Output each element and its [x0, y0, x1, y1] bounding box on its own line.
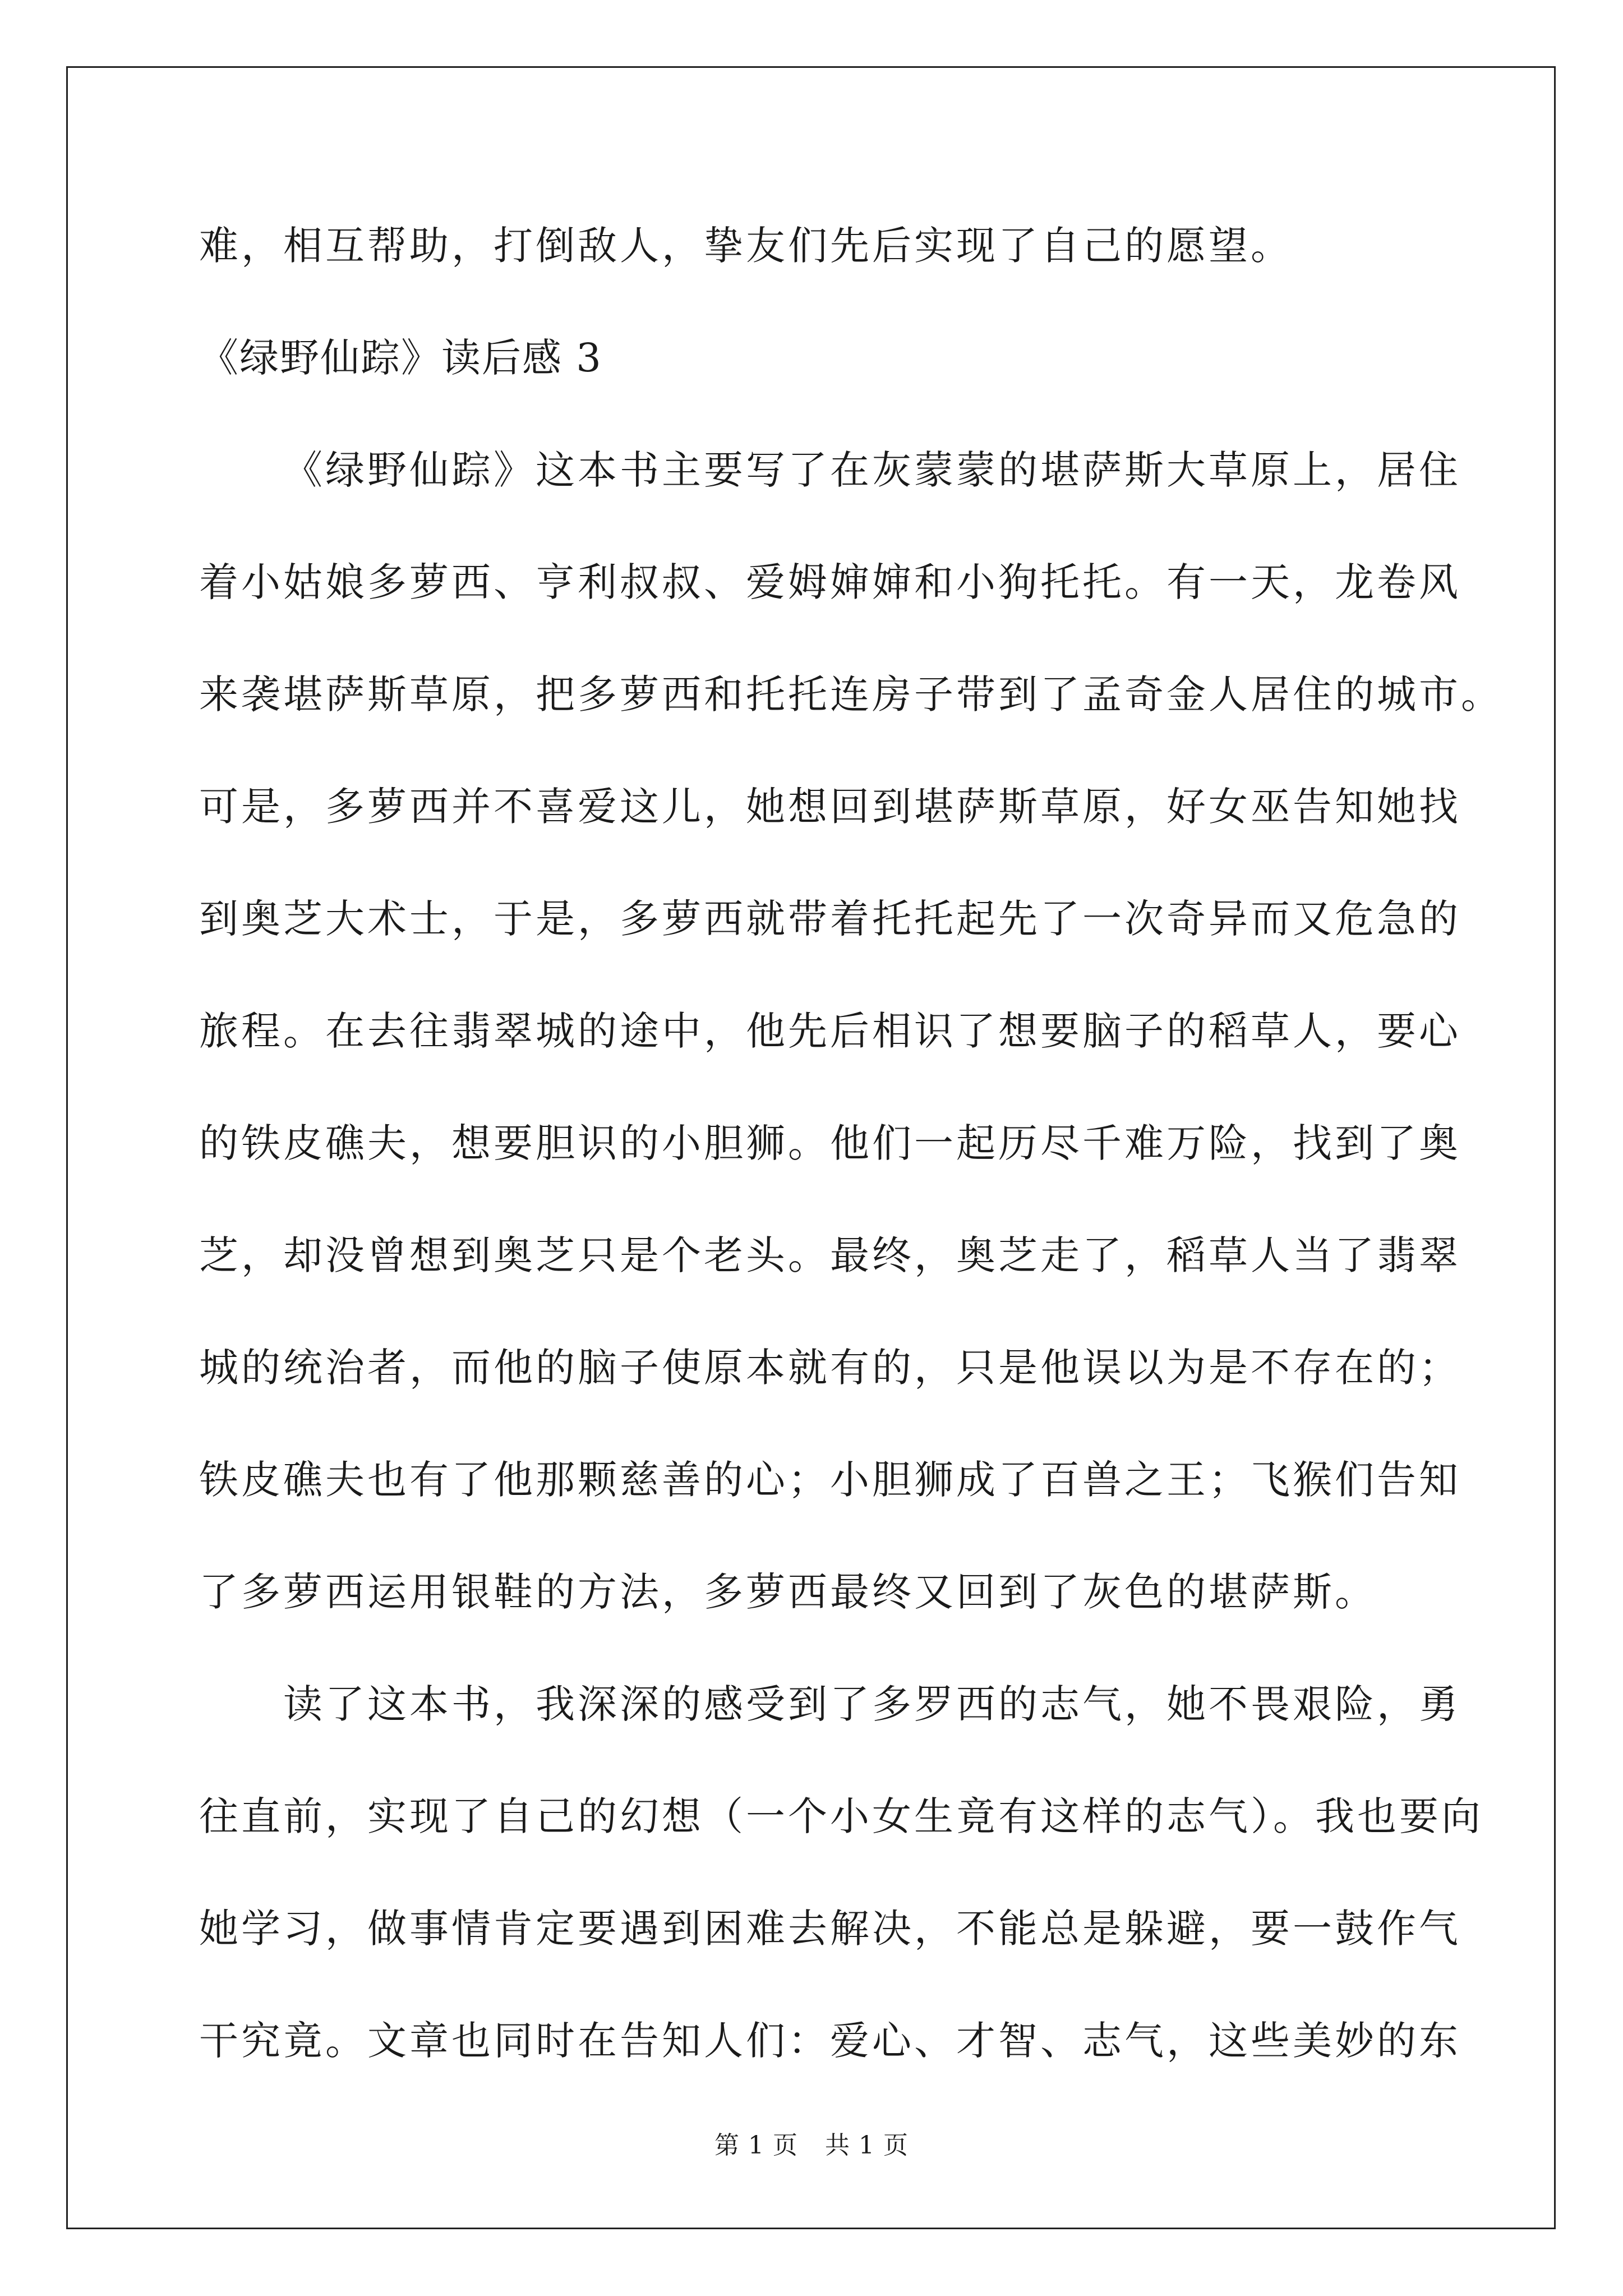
paragraph-line: 《绿野仙踪》这本书主要写了在灰蒙蒙的堪萨斯大草原上，居住	[283, 447, 1461, 493]
paragraph-line: 难，相互帮助，打倒敌人，挚友们先后实现了自己的愿望。	[199, 223, 1293, 269]
section-heading: 《绿野仙踪》读后感 3	[199, 335, 602, 381]
paragraph-line: 着小姑娘多萝西、亨利叔叔、爱姆婶婶和小狗托托。有一天，龙卷风	[199, 559, 1461, 605]
paragraph-line: 往直前，实现了自己的幻想（一个小女生竟有这样的志气）。我也要向	[199, 1793, 1483, 1839]
paragraph-line: 旅程。在去往翡翠城的途中，他先后相识了想要脑子的稻草人，要心	[199, 1008, 1461, 1054]
paragraph-line: 了多萝西运用银鞋的方法，多萝西最终又回到了灰色的堪萨斯。	[199, 1569, 1377, 1615]
paragraph-line: 读了这本书，我深深的感受到了多罗西的志气，她不畏艰险，勇	[283, 1681, 1461, 1727]
paragraph-line: 到奥芝大术士，于是，多萝西就带着托托起先了一次奇异而又危急的	[199, 896, 1461, 942]
paragraph-line: 的铁皮礁夫，想要胆识的小胆狮。他们一起历尽千难万险，找到了奥	[199, 1120, 1461, 1166]
page-footer	[0, 2129, 1623, 2162]
paragraph-line: 她学习，做事情肯定要遇到困难去解决，不能总是躲避，要一鼓作气	[199, 1906, 1461, 1952]
page-total: 共 1 页	[825, 2131, 909, 2160]
paragraph-line: 可是，多萝西并不喜爱这儿，她想回到堪萨斯草原，好女巫告知她找	[199, 784, 1461, 830]
paragraph-line: 铁皮礁夫也有了他那颗慈善的心；小胆狮成了百兽之王；飞猴们告知	[199, 1457, 1461, 1503]
paragraph-line: 来袭堪萨斯草原，把多萝西和托托连房子带到了孟奇金人居住的城市。	[199, 671, 1503, 717]
paragraph-line: 城的统治者，而他的脑子使原本就有的，只是他误以为是不存在的；	[199, 1345, 1461, 1391]
paragraph-line: 芝，却没曾想到奥芝只是个老头。最终，奥芝走了，稻草人当了翡翠	[199, 1232, 1461, 1278]
paragraph-line: 干究竟。文章也同时在告知人们：爱心、才智、志气，这些美妙的东	[199, 2018, 1461, 2064]
page-number: 第 1 页	[714, 2131, 798, 2160]
